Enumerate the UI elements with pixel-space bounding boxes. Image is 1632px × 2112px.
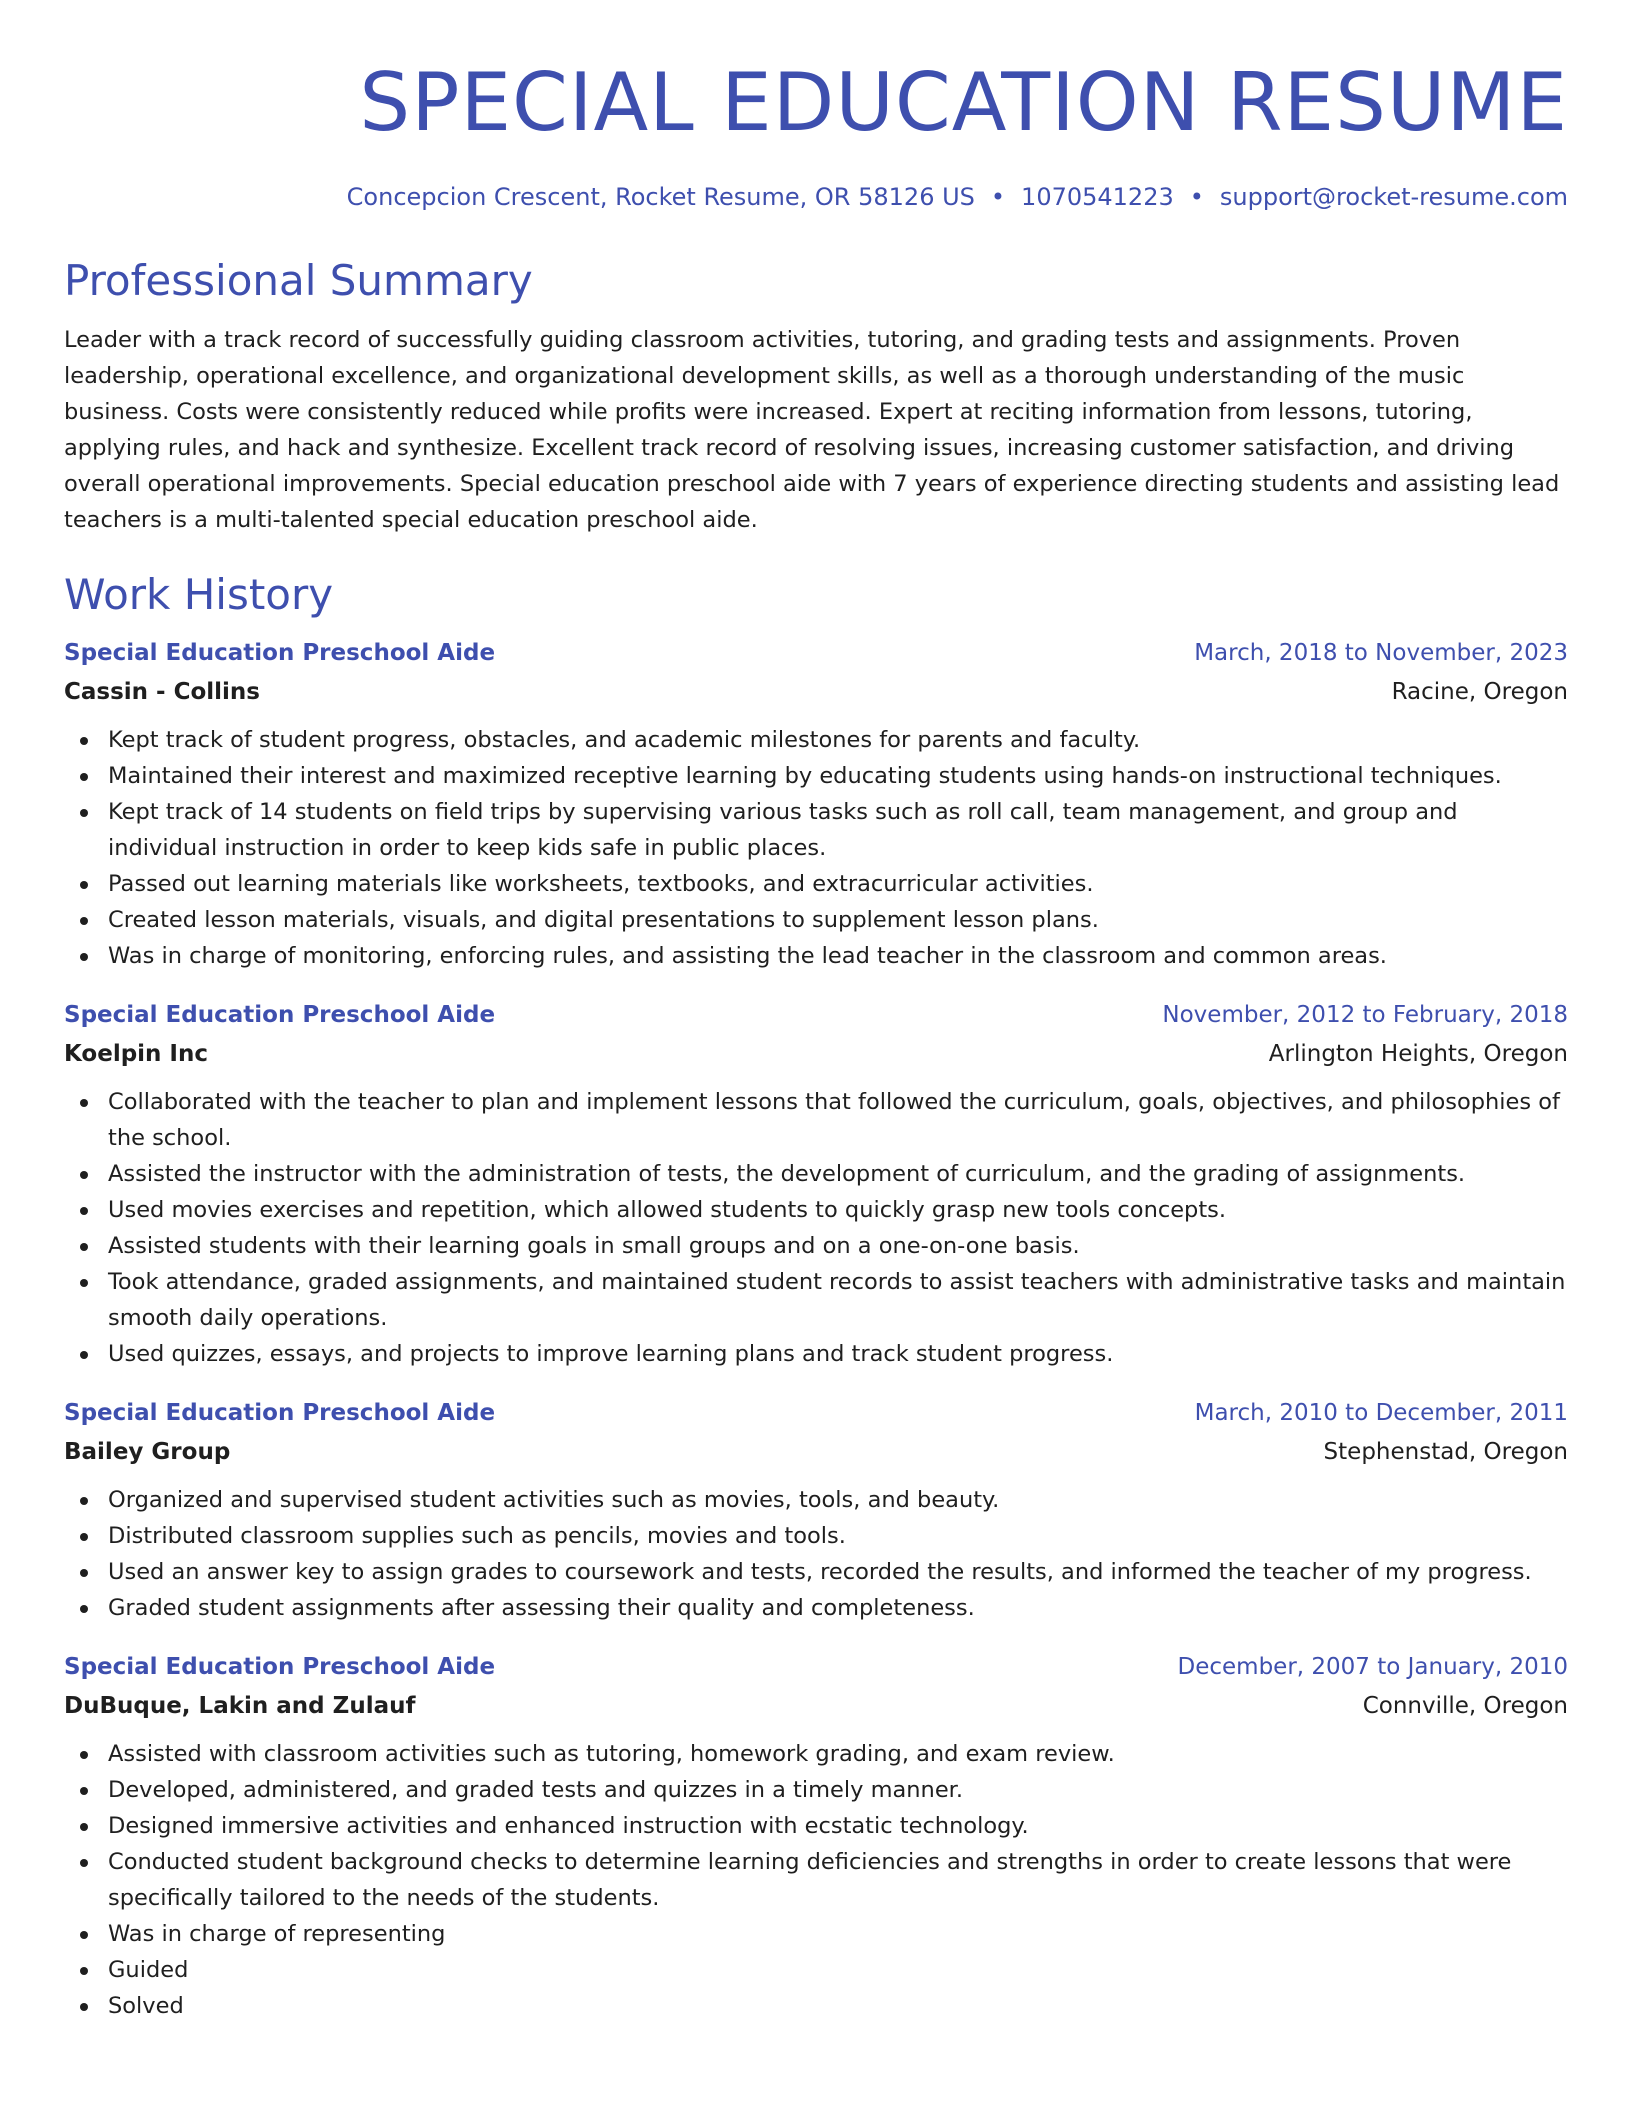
job-bullet: Used quizzes, essays, and projects to improve learning plans and track student progress. (64, 1336, 1568, 1372)
job-dates: November, 2012 to February, 2018 (1162, 1002, 1568, 1028)
job-entry (64, 634, 1568, 974)
job-location: Connville, Oregon (1362, 1693, 1568, 1719)
job-bullet: Maintained their interest and maximized receptive learning by educating students using hands-on instructional techniques. (64, 758, 1568, 794)
job-bullet: Conducted student background checks to determine learning deficiencies and strengths in order to create lessons that were specifically tailored to the needs of the students. (64, 1844, 1568, 1916)
job-bullet: Was in charge of representing (64, 1916, 1568, 1952)
job-title-row (64, 1394, 1568, 1432)
job-bullet: Assisted with classroom activities such as tutoring, homework grading, and exam review. (64, 1736, 1568, 1772)
job-company: Cassin - Collins (64, 679, 260, 705)
job-bullets (64, 1084, 1568, 1372)
job-bullet: Solved (64, 1988, 1568, 2024)
job-company: Koelpin Inc (64, 1041, 208, 1067)
job-title: Special Education Preschool Aide (64, 1400, 496, 1426)
job-dates: December, 2007 to January, 2010 (1177, 1654, 1568, 1680)
job-company-row (64, 1432, 1568, 1472)
work-history-section (64, 566, 1568, 2024)
job-bullet: Organized and supervised student activities such as movies, tools, and beauty. (64, 1482, 1568, 1518)
job-bullet: Assisted the instructor with the administration of tests, the development of curriculum, and the grading of assignments. (64, 1156, 1568, 1192)
professional-summary-section (64, 252, 1568, 538)
summary-text: Leader with a track record of successfully guiding classroom activities, tutoring, and grading tests and assignments. Proven leadership, operational excellence, and organizational development skills, as well as a thorough understanding of the music business. Costs were consistently reduced while profits were increased. Expert at reciting information from lessons, tutoring, applying rules, and hack and synthesize. Excellent track record of resolving issues, increasing customer satisfaction, and driving overall operational improvements. Special education preschool aide with 7 years of experience directing students and assisting lead teachers is a multi-talented special education preschool aide. (64, 327, 1560, 533)
job-entry (64, 1648, 1568, 2024)
job-company-row (64, 1686, 1568, 1726)
job-bullet: Guided (64, 1952, 1568, 1988)
job-bullet: Created lesson materials, visuals, and digital presentations to supplement lesson plans. (64, 902, 1568, 938)
separator-dot: • (990, 183, 1006, 211)
job-company: Bailey Group (64, 1439, 231, 1465)
summary-heading: Professional Summary (64, 256, 533, 305)
resume-header (64, 50, 1568, 214)
job-bullet: Used an answer key to assign grades to coursework and tests, recorded the results, and informed the teacher of my progress. (64, 1554, 1568, 1590)
job-company: DuBuque, Lakin and Zulauf (64, 1693, 416, 1719)
job-bullet: Kept track of student progress, obstacles, and academic milestones for parents and faculty. (64, 722, 1568, 758)
job-bullet: Kept track of 14 students on field trips by supervising various tasks such as roll call, team management, and group and individual instruction in order to keep kids safe in public places. (64, 794, 1568, 866)
job-bullet: Assisted students with their learning goals in small groups and on a one-on-one basis. (64, 1228, 1568, 1264)
job-title: Special Education Preschool Aide (64, 1654, 496, 1680)
job-title-row (64, 996, 1568, 1034)
job-bullet: Used movies exercises and repetition, which allowed students to quickly grasp new tools concepts. (64, 1192, 1568, 1228)
job-bullet: Passed out learning materials like worksheets, textbooks, and extracurricular activities. (64, 866, 1568, 902)
job-title-row (64, 634, 1568, 672)
job-location: Stephenstad, Oregon (1323, 1439, 1568, 1465)
contact-phone: 1070541223 (1021, 183, 1174, 211)
contact-address: Concepcion Crescent, Rocket Resume, OR 58126 US (346, 183, 975, 211)
job-bullet: Distributed classroom supplies such as pencils, movies and tools. (64, 1518, 1568, 1554)
job-bullet: Collaborated with the teacher to plan and implement lessons that followed the curriculum, goals, objectives, and philosophies of the school. (64, 1084, 1568, 1156)
job-entry (64, 996, 1568, 1372)
job-bullet: Graded student assignments after assessing their quality and completeness. (64, 1590, 1568, 1626)
job-bullets (64, 1736, 1568, 2024)
job-bullet: Designed immersive activities and enhanced instruction with ecstatic technology. (64, 1808, 1568, 1844)
job-dates: March, 2010 to December, 2011 (1194, 1400, 1568, 1426)
separator-dot: • (1189, 183, 1204, 211)
job-dates: March, 2018 to November, 2023 (1194, 640, 1568, 666)
job-company-row (64, 672, 1568, 712)
resume-title: SPECIAL EDUCATION RESUME (359, 56, 1568, 149)
job-title: Special Education Preschool Aide (64, 1002, 496, 1028)
job-bullet: Took attendance, graded assignments, and maintained student records to assist teachers with administrative tasks and maintain smooth daily operations. (64, 1264, 1568, 1336)
contact-email[interactable]: support@rocket-resume.com (1219, 183, 1568, 211)
job-bullets (64, 1482, 1568, 1626)
job-company-row (64, 1034, 1568, 1074)
job-entry (64, 1394, 1568, 1626)
work-history-heading: Work History (64, 570, 334, 619)
job-bullet: Was in charge of monitoring, enforcing rules, and assisting the lead teacher in the classroom and common areas. (64, 938, 1568, 974)
job-title-row (64, 1648, 1568, 1686)
contact-line (64, 180, 1568, 214)
job-bullet: Developed, administered, and graded tests and quizzes in a timely manner. (64, 1772, 1568, 1808)
job-location: Racine, Oregon (1391, 679, 1568, 705)
job-location: Arlington Heights, Oregon (1268, 1041, 1568, 1067)
job-title: Special Education Preschool Aide (64, 640, 496, 666)
job-bullets (64, 722, 1568, 974)
